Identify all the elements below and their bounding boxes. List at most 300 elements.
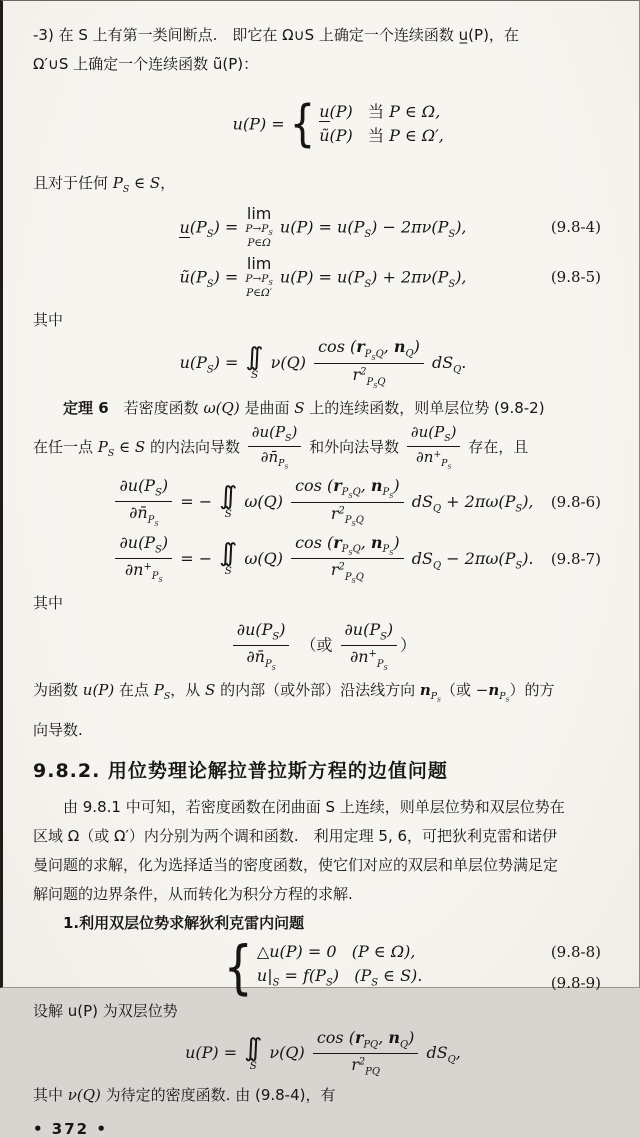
math-token — [447, 465, 451, 471]
math-token: 的内法向导数 — [145, 437, 245, 456]
math-token — [115, 476, 172, 502]
math-token: S — [515, 503, 523, 515]
math-token: 当 — [368, 126, 390, 145]
math-token: ), — [455, 217, 467, 237]
math-token: 若密度函数 — [108, 398, 204, 417]
math-token: ν(Q) — [265, 353, 312, 373]
equation-9-8-5-body — [179, 256, 466, 300]
math-token: , — [455, 1043, 461, 1063]
math-token: P — [341, 543, 349, 555]
math-token — [247, 237, 271, 250]
math-token: ∂n — [415, 447, 434, 466]
equation-number-9-8-5: (9.8-5) — [550, 268, 601, 287]
math-token: n — [419, 681, 431, 700]
math-token: 2 — [358, 1056, 366, 1068]
math-token: ũ(P) — [319, 126, 369, 145]
math-token: 为待定的密度函数. 由 (9.8-4)，有 — [100, 1085, 336, 1104]
math-token: S — [515, 559, 523, 571]
math-token: , — [378, 1028, 389, 1048]
math-token: ) — [386, 620, 394, 640]
math-token: ∂u(P — [251, 422, 286, 441]
math-token: PQ — [365, 1066, 380, 1078]
math-token: （或 — [292, 635, 338, 655]
math-token: 存在，且 — [463, 437, 529, 456]
paragraph2-line4: 解问题的边界条件，从而转化为积分方程的求解. — [33, 884, 353, 903]
math-token — [341, 620, 398, 672]
math-token — [313, 1028, 419, 1079]
math-token: ∂u(P — [410, 422, 445, 441]
math-token: n — [370, 475, 383, 495]
text-qizhong-1: 其中 — [33, 311, 64, 330]
math-token — [407, 423, 461, 472]
math-token: r — [351, 1055, 359, 1075]
subsection-1-title: 1.利用双层位势求解狄利克雷内问题 — [63, 913, 305, 932]
math-token — [327, 559, 368, 585]
math-token: ν(Q) — [67, 1085, 101, 1104]
equation-9-8-6 — [33, 476, 613, 529]
equation-number-9-8-7: (9.8-7) — [550, 549, 601, 568]
math-token — [363, 1040, 378, 1051]
math-token: P — [278, 457, 285, 469]
math-token: ω(Q) — [239, 491, 289, 511]
paragraph1-line1: -3) 在 S 上有第一类间断点. 即它在 Ω∪S 上确定一个连续函数 u̲(P)，在 — [33, 26, 519, 44]
math-token: ) = — [213, 217, 244, 237]
math-token: ) = — [213, 353, 244, 373]
piecewise-cases — [319, 100, 444, 148]
math-token: S — [206, 229, 214, 241]
math-token: = f(P — [279, 965, 326, 985]
math-token: dS — [406, 548, 433, 568]
math-token — [251, 369, 258, 382]
math-token — [384, 664, 388, 671]
math-token: + — [143, 561, 152, 573]
math-token — [265, 659, 276, 670]
text-qizhong-2: 其中 — [33, 594, 64, 613]
math-token — [233, 620, 290, 672]
equation-single-layer — [33, 337, 613, 390]
math-token: Q — [400, 1039, 409, 1051]
math-token: , — [360, 532, 371, 552]
equation-number-9-8-6: (9.8-6) — [550, 493, 601, 512]
math-token: S — [205, 681, 216, 700]
math-token: ) — [393, 475, 400, 495]
math-token: P∈Ω′ — [246, 287, 273, 300]
math-token: S — [285, 433, 292, 445]
equation-9-8-5 — [33, 256, 613, 300]
equation-normal-derivatives — [33, 620, 613, 672]
math-token — [225, 508, 232, 521]
math-token — [278, 458, 288, 469]
math-token — [366, 377, 385, 388]
math-token: S — [389, 492, 394, 500]
paragraph1-line2: Ω′∪S 上确定一个连续函数 ũ(P)： — [33, 55, 259, 73]
math-token: , — [383, 337, 394, 357]
math-token: ∫∫ — [245, 342, 256, 372]
math-token — [342, 487, 361, 498]
math-token: P — [364, 348, 372, 360]
math-token: S — [249, 1059, 257, 1072]
system-group — [223, 932, 423, 1001]
math-token: ∫∫ — [244, 1032, 255, 1062]
math-token — [412, 447, 455, 472]
math-token: 且对于任何 — [33, 174, 113, 192]
math-token — [291, 476, 404, 503]
math-token: u(P) = — [232, 114, 290, 134]
math-token: Q — [447, 1054, 456, 1066]
math-token: S — [155, 544, 162, 556]
math-token: Q — [377, 376, 386, 388]
math-token: ）的方 — [509, 681, 555, 700]
math-token — [345, 515, 364, 526]
paragraph2-line3: 曼问题的求解，化为选择适当的密度函数，使它们对应的双层和单层位势满足定 — [33, 855, 559, 874]
math-token: S — [325, 977, 333, 989]
math-token: lim — [246, 254, 272, 274]
equation-single-layer-body — [180, 337, 467, 390]
theorem6-line1 — [33, 394, 613, 423]
math-token: u(P) = u(P — [274, 267, 365, 287]
math-token: ∈ S — [114, 437, 146, 456]
equation-9-8-8-body — [257, 940, 416, 964]
math-token: 当 — [368, 102, 390, 121]
math-token — [155, 545, 162, 556]
math-token: n — [393, 337, 406, 357]
page-number: • 372 • — [33, 1119, 108, 1138]
math-token: 为函数 — [33, 681, 83, 700]
math-token: u(P — [179, 353, 207, 373]
math-token: S — [371, 354, 376, 362]
math-token: P — [499, 691, 506, 703]
math-token: 在点 — [114, 681, 154, 700]
math-token — [225, 565, 232, 578]
math-token: S — [444, 433, 451, 445]
equation-9-8-6-body — [112, 476, 533, 529]
math-token: S — [447, 464, 452, 471]
section-heading-9-8-2: 9.8.2. 用位势理论解拉普拉斯方程的边值问题 — [33, 759, 448, 782]
math-token: S — [448, 229, 456, 241]
math-token: ∈ S — [129, 174, 161, 192]
math-token: cos ( — [295, 475, 334, 495]
math-token — [272, 664, 276, 671]
equation-double-layer — [33, 1028, 613, 1079]
math-token: S — [154, 520, 159, 528]
math-token: u(P) = u(P — [274, 217, 365, 237]
math-token — [345, 572, 364, 583]
equation-number-9-8-9: (9.8-9) — [550, 974, 601, 993]
math-token — [247, 256, 271, 273]
math-token: S — [268, 228, 273, 237]
math-token: ) — [279, 620, 286, 640]
math-token: u — [319, 102, 330, 121]
math-token: + — [433, 448, 442, 460]
math-token: S — [351, 520, 356, 528]
math-token — [250, 1060, 257, 1073]
math-token: ) — [450, 422, 457, 441]
math-token: ∂n̄ — [260, 447, 279, 466]
math-token: S — [122, 184, 130, 196]
math-token: ), — [522, 491, 534, 511]
math-token: S — [158, 577, 163, 585]
math-token: ∂n — [124, 559, 144, 579]
math-token: P — [153, 681, 164, 700]
piecewise-case-2 — [319, 124, 444, 148]
piecewise-equation — [202, 81, 444, 167]
math-token: S — [380, 631, 387, 643]
math-token: dS — [421, 1043, 448, 1063]
math-token: u(P) — [82, 681, 115, 700]
math-token: u(P) = — [185, 1043, 243, 1063]
math-token — [291, 533, 404, 560]
math-token: S — [373, 382, 378, 390]
math-token: + — [368, 648, 377, 660]
left-brace-symbol: { — [289, 95, 316, 153]
math-token: − 2πω(P — [441, 548, 516, 568]
math-token — [346, 646, 392, 672]
math-token: (P — [189, 217, 207, 237]
math-token — [244, 1032, 262, 1062]
math-token: P — [147, 514, 155, 526]
math-token — [154, 520, 158, 527]
math-token: Q — [432, 503, 442, 515]
math-token: n — [388, 1028, 400, 1048]
math-token: ũ(P — [179, 267, 207, 287]
math-token: （或 — [441, 681, 476, 700]
math-token — [247, 206, 271, 223]
math-token: = − — [175, 548, 218, 568]
math-token: S — [505, 697, 510, 704]
math-token: ∈ S). — [378, 965, 423, 985]
system-left-brace: { — [223, 932, 253, 1001]
math-token: S — [284, 464, 289, 471]
math-token: P ∈ Ω′, — [389, 126, 444, 145]
math-token — [441, 458, 451, 469]
math-token: P — [97, 437, 108, 456]
math-token — [314, 337, 424, 364]
math-token: cos ( — [318, 337, 357, 357]
math-token: Q — [352, 543, 361, 555]
math-token: ，从 — [170, 681, 206, 700]
math-token: r — [330, 503, 339, 523]
equation-normal-derivatives-body — [230, 620, 416, 672]
math-token — [326, 977, 333, 988]
math-token: − — [475, 681, 489, 700]
math-token: 的内部（或外部）沿法线方向 — [215, 681, 420, 700]
equation-piecewise-definition — [33, 81, 613, 167]
math-token — [380, 632, 387, 643]
math-token — [242, 646, 279, 672]
math-token — [115, 533, 172, 559]
math-token: cos ( — [295, 532, 334, 552]
math-token: ) = — [213, 267, 244, 287]
math-token: ) — [161, 476, 169, 496]
math-token: △u(P) = 0 (P ∈ Ω), — [256, 941, 416, 961]
paragraph2-line1: 由 9.8.1 中可知，若密度函数在闭曲面 S 上连续，则单层位势和双层位势在 — [63, 797, 565, 816]
math-token — [207, 229, 214, 240]
math-token: S — [389, 549, 394, 557]
math-token — [377, 659, 388, 670]
math-token — [233, 620, 290, 646]
math-token: P→P — [245, 272, 269, 285]
math-token — [365, 1067, 380, 1078]
math-token: ν(Q) — [264, 1043, 310, 1063]
equation-9-8-4 — [33, 206, 613, 250]
math-token: P — [264, 658, 272, 670]
equation-number-9-8-4: (9.8-4) — [550, 218, 601, 237]
math-token: r — [352, 365, 361, 385]
piecewise-case-1 — [319, 100, 440, 124]
math-token — [268, 279, 272, 287]
math-token: P ∈ Ω, — [389, 102, 441, 121]
math-token: S — [371, 977, 379, 989]
math-token: P∈Ω — [247, 237, 271, 250]
math-token: 定理 6 — [63, 398, 109, 417]
equation-double-layer-body — [185, 1028, 461, 1079]
math-token: S — [224, 564, 232, 577]
math-token — [151, 571, 163, 585]
math-token: S — [107, 448, 115, 459]
math-token — [347, 1054, 384, 1079]
math-token: + 2πω(P — [441, 491, 516, 511]
math-token — [179, 218, 189, 238]
math-token: dS — [426, 353, 454, 373]
math-token: S — [348, 549, 353, 557]
math-token: S — [163, 691, 171, 703]
math-token: cos ( — [316, 1028, 355, 1048]
math-token: ， — [160, 174, 176, 192]
math-token: Q — [405, 348, 414, 360]
math-token — [219, 537, 237, 578]
math-token — [433, 560, 441, 571]
math-token — [448, 1055, 456, 1066]
math-token: r — [354, 1028, 364, 1048]
math-token — [248, 423, 302, 447]
math-token: S — [206, 279, 214, 291]
system-cases — [257, 940, 422, 995]
math-token — [369, 649, 377, 660]
math-token: S — [224, 508, 232, 521]
math-token: . — [461, 353, 467, 373]
math-token — [433, 503, 441, 514]
math-token: 和外向法导数 — [304, 437, 404, 456]
text-last-line — [33, 1081, 613, 1110]
math-token: ). — [522, 548, 534, 568]
math-token: ∫∫ — [219, 481, 230, 511]
math-token: P — [382, 543, 390, 555]
math-token — [406, 349, 414, 360]
math-token: S — [437, 697, 441, 704]
text-sheji: 设解 u(P) 为双层位势 — [33, 1002, 178, 1021]
equation-number-9-8-8: (9.8-8) — [550, 942, 601, 961]
equation-system-dirichlet — [33, 932, 613, 1001]
math-token: P — [376, 658, 384, 670]
math-token: ) — [393, 532, 400, 552]
math-token — [148, 515, 159, 526]
theorem6-line2 — [33, 423, 613, 472]
math-token — [219, 483, 237, 521]
math-token — [284, 465, 288, 471]
math-token: S — [268, 278, 273, 287]
math-token — [115, 476, 172, 528]
math-token: 是曲面 — [239, 398, 295, 417]
math-token: 在任一点 — [33, 437, 98, 456]
math-token — [341, 620, 398, 646]
math-token: lim — [246, 204, 272, 224]
math-token: , — [360, 475, 371, 495]
math-token — [433, 449, 441, 460]
equation-9-8-4-body — [179, 206, 466, 250]
math-token: P — [151, 571, 159, 583]
math-token: 向导数. — [33, 720, 83, 739]
math-token — [327, 503, 368, 529]
math-token: ) — [161, 533, 169, 553]
math-token: ∂u(P — [119, 533, 156, 553]
math-token: Q — [375, 348, 384, 360]
math-token: 2 — [338, 505, 345, 517]
math-token: P — [344, 515, 352, 527]
math-token: S — [364, 229, 372, 241]
math-token: P→P — [245, 222, 269, 235]
math-token: Q — [453, 364, 462, 376]
math-token — [383, 544, 394, 555]
math-token: (P) — [329, 102, 369, 121]
direction-derivative-line2 — [33, 716, 613, 745]
math-token — [245, 342, 264, 372]
math-token: S — [364, 279, 372, 291]
math-token — [245, 256, 272, 300]
math-token — [431, 691, 441, 702]
math-token: S — [155, 487, 162, 499]
math-token — [499, 691, 509, 702]
math-token: ) − 2πν(P — [371, 217, 449, 237]
math-token: ∂n̄ — [246, 647, 265, 667]
math-token: ∂n̄ — [129, 503, 148, 523]
math-token — [125, 502, 162, 528]
math-token — [246, 344, 264, 382]
math-token: ω(Q) — [239, 548, 289, 568]
math-token: 2 — [338, 561, 345, 573]
math-token — [115, 533, 172, 585]
math-token: ) — [408, 1028, 415, 1048]
math-token: S — [351, 577, 356, 585]
math-token — [342, 544, 361, 555]
math-token: n — [370, 532, 383, 552]
math-token — [257, 447, 293, 472]
direction-derivative-line1 — [33, 676, 613, 716]
text-line-qie — [33, 169, 613, 204]
equation-9-8-7-body — [112, 533, 533, 586]
math-token: ) (P — [332, 965, 372, 985]
math-token: ∂n — [349, 647, 369, 667]
math-token: S — [383, 664, 388, 672]
math-token: S — [348, 492, 353, 500]
math-token: r — [330, 560, 339, 580]
math-token — [245, 206, 272, 250]
math-token: 其中 — [33, 1085, 68, 1104]
math-token — [319, 102, 329, 122]
equation-9-8-9-body — [257, 964, 422, 995]
math-token: S — [294, 398, 305, 417]
math-token: dS — [406, 491, 433, 511]
math-token: u — [179, 217, 190, 237]
math-token: ) — [413, 337, 420, 357]
math-token — [121, 559, 167, 585]
math-token: ) + 2πν(P — [371, 267, 449, 287]
math-token — [155, 488, 162, 499]
math-token: PQ — [363, 1039, 379, 1051]
math-token: P — [366, 376, 374, 388]
math-token — [219, 481, 237, 511]
math-token: u| — [256, 965, 273, 985]
math-token: P — [341, 487, 349, 499]
